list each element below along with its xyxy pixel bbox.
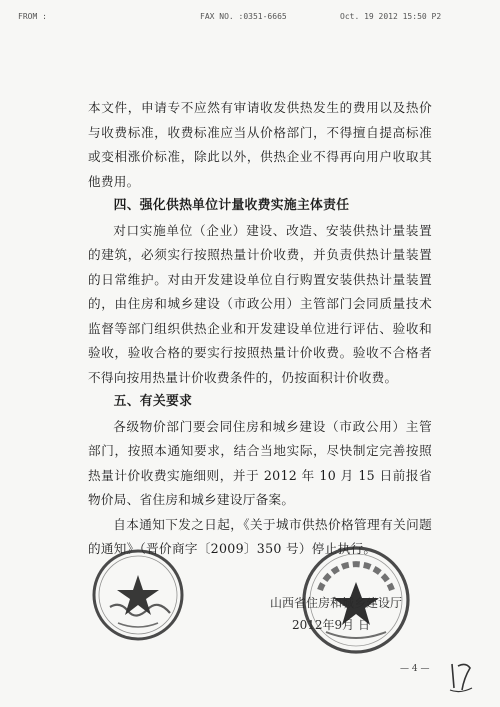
paragraph-repeal-notice: 自本通知下发之日起，《关于城市供热价格管理有关问题的通知》（晋价商字〔2009〕350 号）停止执行。	[88, 516, 432, 556]
signature-date: 2012年9月 日	[292, 618, 370, 632]
section-heading-4: 四、强化供热单位计量收费实施主体责任	[113, 198, 350, 213]
official-seal-price-bureau	[88, 545, 188, 645]
fax-timestamp: Oct. 19 2012 15:50 P2	[340, 12, 442, 21]
paragraph-section-5: 各级物价部门要会同住房和城乡建设（市政公用）主管部门，按照本通知要求，结合当地实际，尽快制定完善按照热量计价收费实施细则，并于 2012 年 10 月 15 日前报省物价局、省住房和城乡建设厅备案。	[88, 418, 432, 507]
section-heading-5: 五、有关要求	[113, 394, 193, 409]
paragraph-section-4: 对口实施单位（企业）建设、改造、安装供热计量装置的建筑，必须实行按照热量计价收费，并负责供热计量装置的日常维护。对由开发建设单位自行购置安装供热计量装置的，由住房和城乡建设（市政公用）主管部门会同质量技术监督等部门组织供热企业和开发建设单位进行评估、验收和验收，验收合格的要实行按照热量计价收费。验收不合格者不得向按用热量计价收费条件的，仍按面积计价收费。	[88, 222, 432, 385]
document-body	[88, 96, 432, 562]
signature-organization: 山西省住房和城乡建设厅	[270, 596, 403, 610]
fax-sender: FROM :	[18, 12, 47, 21]
handwritten-page-mark	[448, 658, 474, 694]
page-number: — 4 —	[400, 664, 430, 674]
paragraph-continuation: 本文件，申请专不应然有审请收发供热发生的费用以及热价与收费标准，收费标准应当从价格部门，不得擅自提高标准或变相涨价标准，除此以外，供热企业不得再向用户收取其他费用。	[88, 100, 432, 189]
fax-number: FAX NO. :0351-6665	[200, 12, 287, 21]
fax-header	[0, 12, 500, 26]
signature-block	[270, 592, 450, 636]
